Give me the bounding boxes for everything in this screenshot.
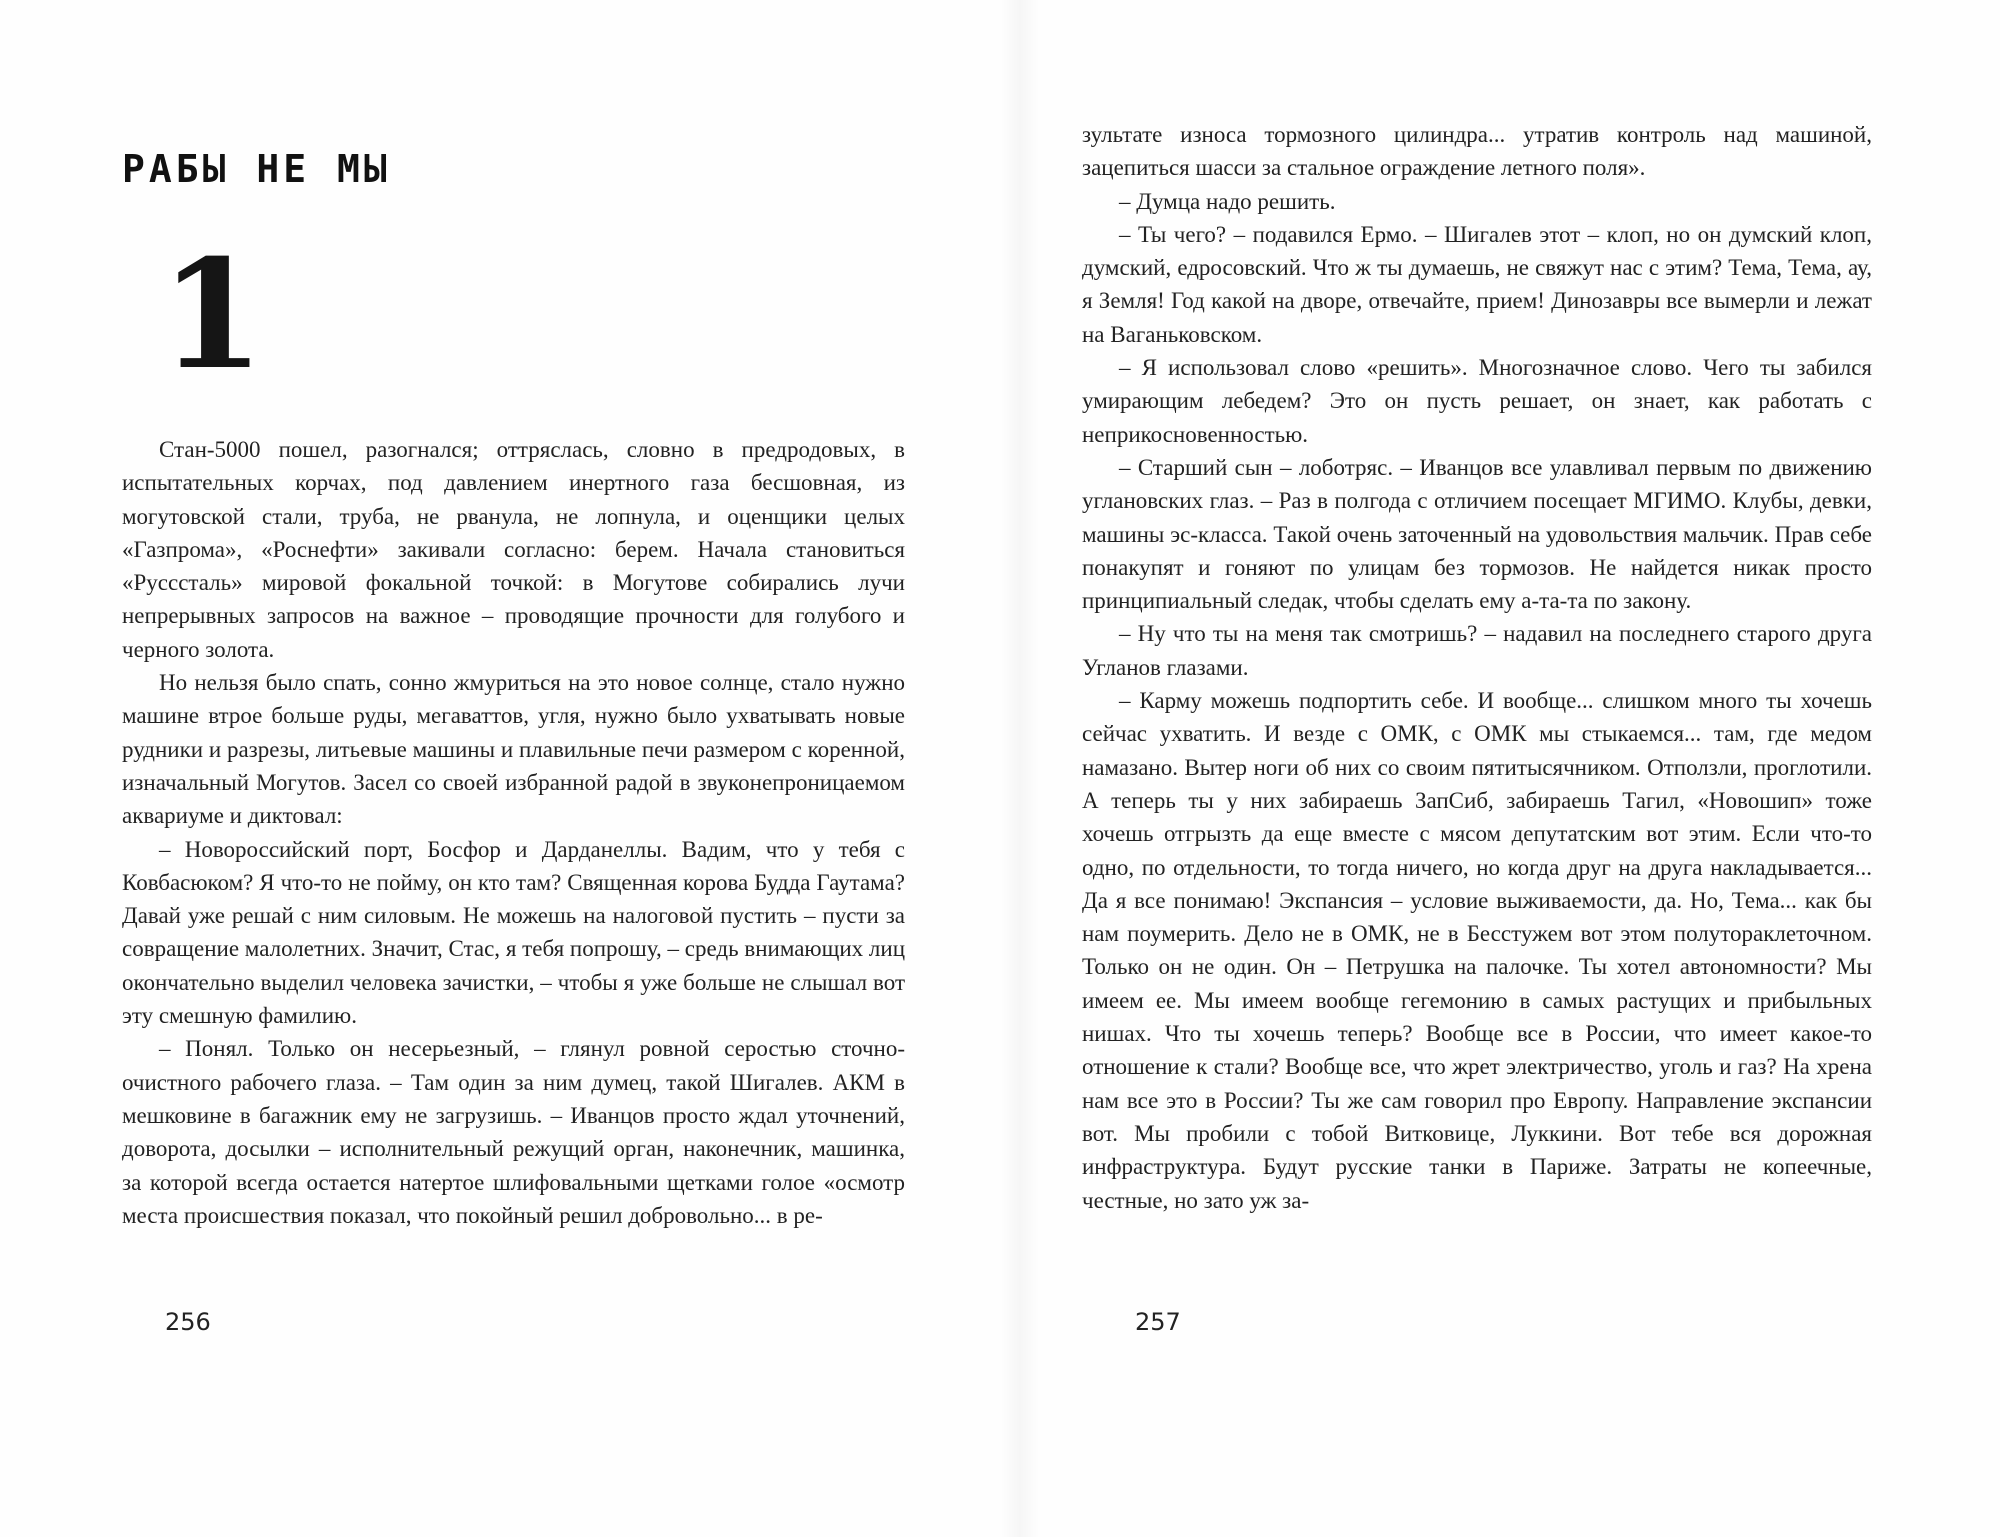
page-number: 256 bbox=[165, 1308, 211, 1336]
paragraph: – Новороссийский порт, Босфор и Дарданеллы. Вадим, что у тебя с Ковбасюком? Я что-то не пойму, он кто там? Священная корова Будда Гаутама? Давай уже решай с ним силовым. Не можешь на налоговой пустить – пусти за совращение малолетних. Значит, Стас, я тебя попрошу, – средь внимающих лиц окончательно выделил человека зачистки, – чтобы я уже больше не слышал вот эту смешную фамилию. bbox=[122, 836, 905, 1029]
right-body-text bbox=[1082, 118, 1872, 1217]
paragraph: – Карму можешь подпортить себе. И вообще... слишком много ты хочешь сейчас ухватить. И везде с ОМК, с ОМК мы стыкаемся... там, где медом намазано. Вытер ноги об них со своим пятитысячником. Отползли, проглотили. А теперь ты у них забираешь ЗапСиб, забираешь Тагил, «Новошип» тоже хочешь отгрызть да еще вместе с мясом депутатским вот этим. Если что-то одно, по отдельности, то тогда ничего, но когда друг на друга накладывается... Да я все понимаю! Экспансия – условие выживаемости, да. Но, Тема... как бы нам поумерить. Дело не в ОМК, не в Бесстужем вот этом полутораклеточном. Только он не один. Он – Петрушка на палочке. Ты хотел автономности? Мы имеем ее. Мы имеем вообще гегемонию в самых растущих и прибыльных нишах. Что ты хочешь теперь? Вообще все в России, что имеет какое-то отношение к стали? Вообще все, что жрет электричество, уголь и газ? На хрена нам все это в России? Ты же сам говорил про Европу. Направление экспансии вот. Мы пробили с тобой Витковице, Луккини. Вот тебе вся дорожная инфраструктура. Будут русские танки в Париже. Затраты не копеечные, честные, но зато уж за- bbox=[1082, 688, 1872, 1213]
paragraph: – Старший сын – лоботряс. – Иванцов все улавливал первым по движению углановских глаз. – Раз в полгода с отличием посещает МГИМО. Клубы, девки, машины эс-класса. Такой очень заточенный на удовольствия мальчик. Прав себе понакупят и гоняют по улицам без тормозов. Не найдется никак просто принципиальный следак, чтобы сделать ему а-та-та по закону. bbox=[1082, 454, 1872, 614]
paragraph: – Думца надо решить. bbox=[1119, 188, 1336, 214]
part-title: РАБЫ НЕ МЫ bbox=[122, 147, 391, 191]
left-body-text bbox=[122, 433, 905, 1232]
paragraph: зультате износа тормозного цилиндра... утратив контроль над машиной, зацепиться шасси за стальное ограждение летного поля». bbox=[1082, 122, 1872, 181]
paragraph: Стан-5000 пошел, разогнался; оттряслась, словно в предродовых, в испытательных корчах, под давлением инертного газа бесшовная, из могутовской стали, труба, не рванула, не лопнула, и оценщики целых «Газпрома», «Роснефти» закивали согласно: берем. Начала становиться «Русссталь» мировой фокальной точкой: в Могутове собирались лучи непрерывных запросов на важное – проводящие прочности для голубого и черного золота. bbox=[122, 437, 905, 662]
page-number: 257 bbox=[1135, 1308, 1181, 1336]
paragraph: – Ну что ты на меня так смотришь? – надавил на последнего старого друга Угланов глазами. bbox=[1082, 621, 1872, 680]
paragraph: – Я использовал слово «решить». Многозначное слово. Чего ты забился умирающим лебедем? Это он пусть решает, он знает, как работать с неприкосновенностью. bbox=[1082, 355, 1872, 447]
chapter-number: 1 bbox=[160, 227, 265, 403]
paragraph: Но нельзя было спать, сонно жмуриться на это новое солнце, стало нужно машине втрое больше руды, мегаваттов, угля, нужно было ухватывать новые рудники и разрезы, литьевые машины и плавильные печи размером с коренной, изначальный Могутов. Засел со своей избранной радой в звуконепроницаемом аквариуме и диктовал: bbox=[122, 670, 905, 829]
paragraph: – Ты чего? – подавился Ермо. – Шигалев этот – клоп, но он думский клоп, думский, едросовский. Что ж ты думаешь, не свяжут нас с этим? Тема, Тема, ау, я Земля! Год какой на дворе, отвечайте, прием! Динозавры все вымерли и лежат на Ваганьковском. bbox=[1082, 221, 1872, 347]
paragraph: – Понял. Только он несерьезный, – глянул ровной серостью сточно-очистного рабочего глаза. – Там один за ним думец, такой Шигалев. АКМ в мешковине в багажник ему не загрузишь. – Иванцов просто ждал уточнений, доворота, досылки – исполнительный режущий орган, наконечник, машинка, за которой всегда остается натертое шлифовальными щетками голое «осмотр места происшествия показал, что покойный решил добровольно... в ре- bbox=[122, 1036, 905, 1228]
right-page bbox=[1000, 0, 2000, 1537]
